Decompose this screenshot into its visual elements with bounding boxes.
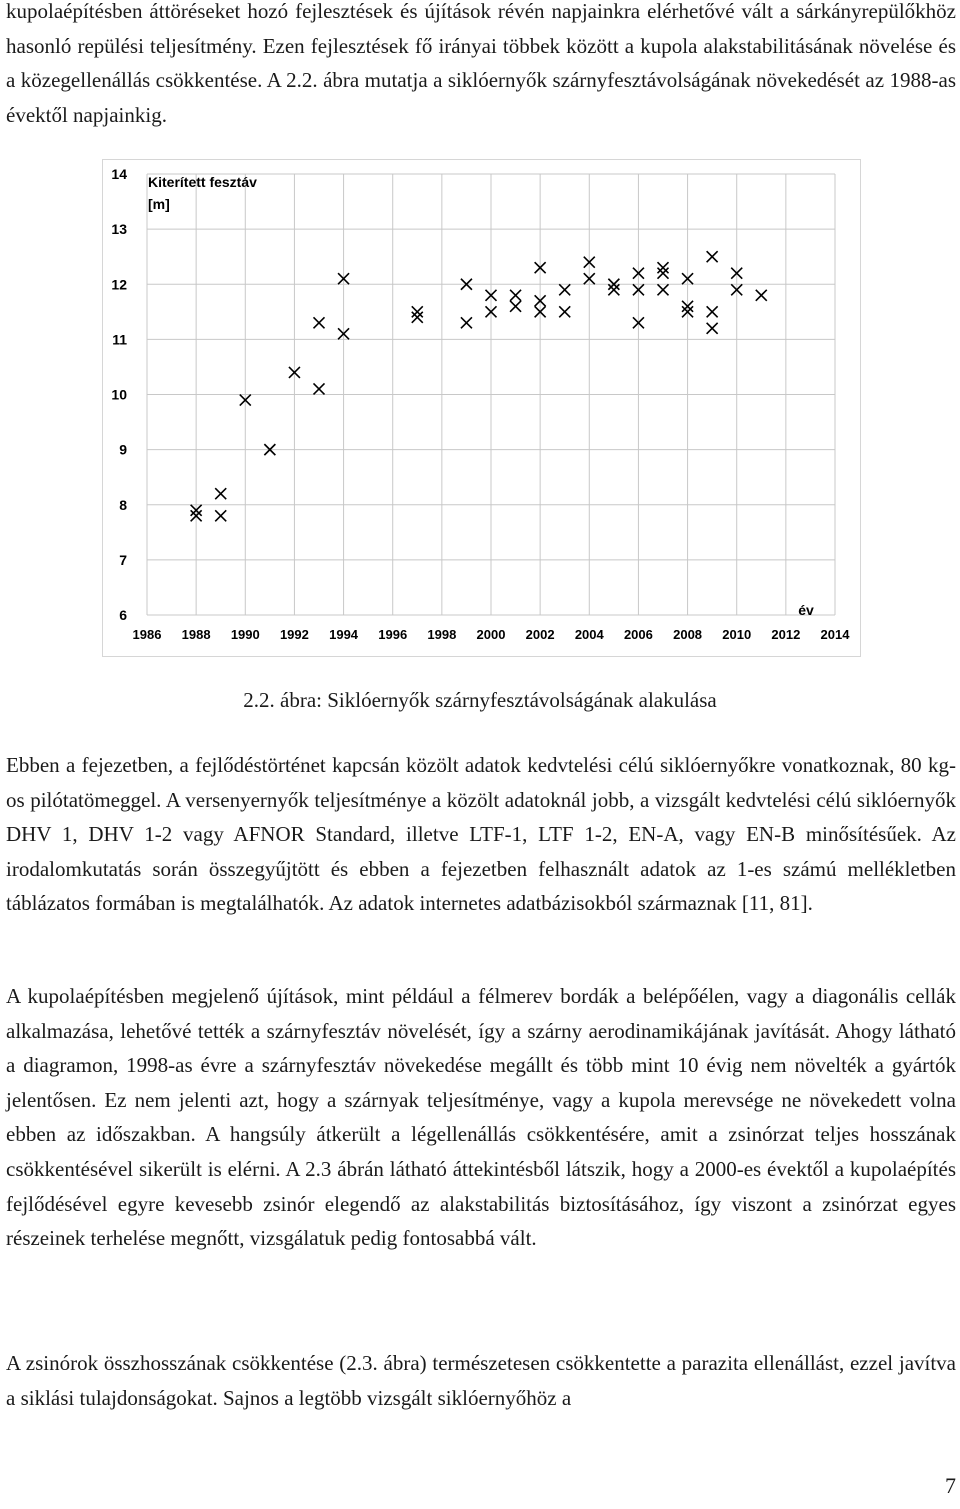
data-point-marker	[756, 290, 767, 301]
x-tick-label: 2010	[722, 627, 752, 642]
y-tick-label: 13	[111, 221, 127, 238]
data-markers	[191, 251, 767, 521]
data-point-marker	[461, 317, 472, 328]
paragraph-line-length: A zsinórok összhosszának csökkentése (2.3. ábra) természetesen csökkentette a parazita ellenállást, ezzel javítva a siklási tulajdonságokat. Sajnos a legtöbb vizsgált siklóernyőhöz a	[6, 1351, 956, 1410]
x-tick-label: 1992	[279, 627, 309, 642]
span-scatter-chart	[103, 160, 860, 656]
y-tick-label: 8	[119, 496, 127, 513]
x-tick-label: 2012	[771, 627, 801, 642]
y-axis-label: Kiterített fesztáv	[148, 174, 257, 190]
y-tick-label: 11	[112, 331, 127, 348]
span-chart-figure	[102, 159, 861, 657]
axis-labels	[148, 174, 814, 618]
data-point-marker	[658, 262, 669, 273]
y-tick-label: 9	[119, 441, 127, 458]
data-point-marker	[412, 312, 423, 323]
x-tick-label: 1994	[329, 627, 359, 642]
data-point-marker	[658, 268, 669, 279]
y-tick-label: 7	[119, 551, 127, 568]
paragraph-intro: kupolaépítésben áttöréseket hozó fejlesztések és újítások révén napjainkra elérhetővé vált a sárkányrepülőkhöz hasonló repülési teljesítmény. Ezen fejlesztések fő irányai többek között a kupola alakstabilitásának növelése és a közegellenállás csökkentése. A 2.2. ábra mutatja a siklóernyők szárnyfesztávolságának növekedését az 1988-as évektől napjainkig.	[6, 0, 956, 127]
x-tick-label: 1986	[132, 627, 162, 642]
y-tick-label: 14	[111, 166, 127, 182]
x-axis-label: év	[798, 602, 814, 618]
y-axis-unit-label: [m]	[148, 196, 170, 212]
data-point-marker	[707, 306, 718, 317]
paragraph-canopy-innovations: A kupolaépítésben megjelenő újítások, mint például a félmerev bordák a belépőélen, vagy a diagonális cellák alkalmazása, lehetővé tették a szárnyfesztáv növelését, így a szárny aerodinamikájának javítását. Ahogy látható a diagramon, 1998-as évre a szárnyfesztáv növekedése megállt és több mint 10 évig nem növelték a gyártók jelentősen. Ez nem jelenti azt, hogy a szárnyak teljesítménye, vagy a kupola merevsége ne növekedett volna ebben az időszakban. A hangsúly átkerült a légellenállás csökkentésére, amit a zsinórzat teljes hosszának csökkentésével sikerült is elérni. A 2.3 ábrán látható áttekintésből látszik, hogy a 2000-es évektől a kupolaépítés fejlődésével egyre kevesebb zsinór elegendő az alakstabilitás biztosításához, így viszont a zsinórzat egyes részeinek terhelése megnőtt, vizsgálatuk pedig fontosabbá vált.	[6, 984, 956, 1251]
data-point-marker	[707, 251, 718, 262]
data-point-marker	[707, 323, 718, 334]
x-tick-label: 2006	[623, 627, 653, 642]
x-tick-label: 2000	[476, 627, 506, 642]
tick-labels	[111, 166, 850, 642]
x-tick-label: 1988	[181, 627, 211, 642]
y-tick-label: 10	[111, 386, 127, 403]
y-tick-label: 6	[119, 607, 127, 623]
data-point-marker	[510, 301, 521, 312]
data-point-marker	[559, 306, 570, 317]
figure-caption: 2.2. ábra: Siklóernyők szárnyfesztávolságának alakulása	[243, 688, 717, 712]
x-tick-label: 1998	[427, 627, 457, 642]
data-point-marker	[314, 317, 325, 328]
data-point-marker	[215, 488, 226, 499]
data-point-marker	[412, 306, 423, 317]
x-tick-label: 1996	[378, 627, 408, 642]
paragraph-data-description: Ebben a fejezetben, a fejlődéstörténet kapcsán közölt adatok kedvtelési célú siklóernyőkre vonatkoznak, 80 kg-os pilótatömeggel. A versenyernyők teljesítménye a közölt adatoknál jobb, a vizsgált kedvtelési célú siklóernyők DHV 1, DHV 1-2 vagy AFNOR Standard, illetve LTF-1, LTF 1-2, EN-A, vagy EN-B minősítésűek. Az irodalomkutatás során összegyűjtött és ebben a fejezetben felhasznált adatok az 1-es számú mellékletben táblázatos formában is megtalálhatók. Az adatok internetes adatbázisokból származnak [11, 81].	[6, 753, 956, 916]
x-tick-label: 1990	[230, 627, 260, 642]
data-point-marker	[559, 284, 570, 295]
data-point-marker	[314, 383, 325, 394]
data-point-marker	[608, 284, 619, 295]
x-tick-label: 2004	[574, 627, 604, 642]
x-tick-label: 2008	[673, 627, 703, 642]
data-point-marker	[215, 510, 226, 521]
data-point-marker	[658, 284, 669, 295]
page-number: 7	[945, 1473, 956, 1498]
x-tick-label: 2002	[525, 627, 555, 642]
data-point-marker	[510, 290, 521, 301]
y-tick-label: 12	[111, 276, 127, 293]
x-tick-label: 2014	[820, 627, 850, 642]
